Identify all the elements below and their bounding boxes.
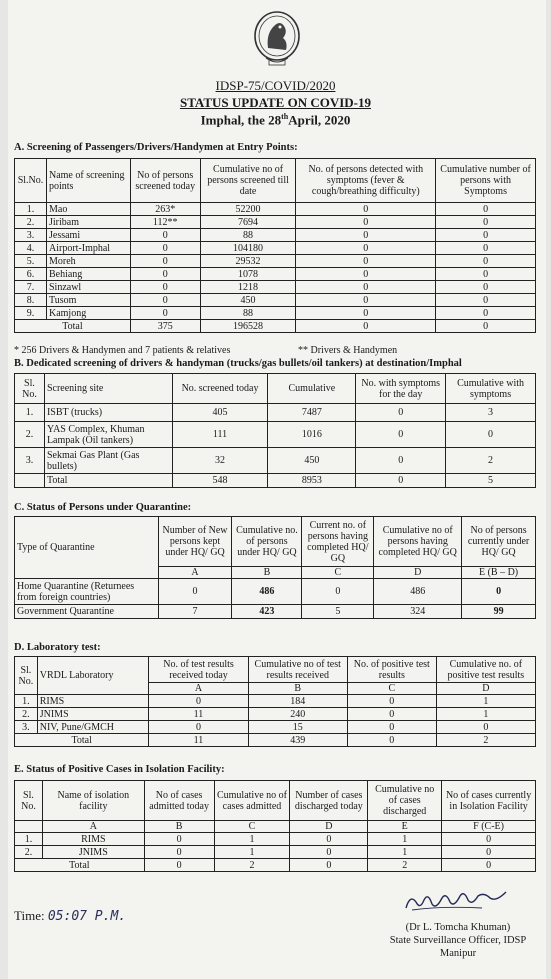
table-row: 4. Airport-Imphal 0 104180 0 0 xyxy=(15,242,536,255)
document-reference: IDSP-75/COVID/2020 xyxy=(215,78,336,93)
signatory-place: Manipur xyxy=(439,948,477,959)
signatory-block xyxy=(368,921,548,960)
time-label: Time: xyxy=(14,908,45,923)
state-emblem-icon xyxy=(250,8,304,70)
table-row: 1. RIMS 0 1 0 1 0 xyxy=(15,833,536,846)
table-row: 3. Jessami 0 88 0 0 xyxy=(15,229,536,242)
table-row: 2. JNIMS 0 1 0 1 0 xyxy=(15,846,536,859)
table-row: 2. YAS Complex, Khuman Lampak (Oil tankers) 111 1016 0 0 xyxy=(15,422,536,448)
section-e-heading: E. Status of Positive Cases in Isolation Facility: xyxy=(14,764,225,775)
section-c-table xyxy=(14,516,536,619)
table-header-row: Type of Quarantine Number of New persons kept under HQ/ GQ Cumulative no. of persons under HQ/ GQ Current no. of persons having completed HQ/ GQ Cumulative no of persons having completed HQ/ GQ No of persons currently under HQ/ GQ xyxy=(15,517,536,567)
section-e-table xyxy=(14,780,536,872)
table-row: 8. Tusom 0 450 0 0 xyxy=(15,294,536,307)
signatory-title: State Surveillance Officer, IDSP xyxy=(389,935,527,946)
table-row: Home Quarantine (Returnees from foreign countries) 0 486 0 486 0 xyxy=(15,579,536,605)
table-row: 9. Kamjong 0 88 0 0 xyxy=(15,307,536,320)
table-row: 7. Sinzawl 0 1218 0 0 xyxy=(15,281,536,294)
table-row: 1. Mao 263* 52200 0 0 xyxy=(15,203,536,216)
report-time xyxy=(14,908,126,924)
section-b-table xyxy=(14,373,536,488)
footnote-jiribam: ** Drivers & Handymen xyxy=(298,345,398,356)
table-letter-row: A B C D E F (C-E) xyxy=(15,821,536,833)
section-a-table xyxy=(14,158,536,333)
table-row: 1. ISBT (trucks) 405 7487 0 3 xyxy=(15,404,536,422)
time-value: 05:07 P.M. xyxy=(47,909,127,924)
table-row: 2. JNIMS 11 240 0 1 xyxy=(15,708,536,721)
table-row: 2. Jiribam 112** 7694 0 0 xyxy=(15,216,536,229)
table-total-row: Total 548 8953 0 5 xyxy=(15,474,536,488)
table-row: 6. Behiang 0 1078 0 0 xyxy=(15,268,536,281)
signature-icon xyxy=(402,888,512,914)
table-row: 5. Moreh 0 29532 0 0 xyxy=(15,255,536,268)
table-letter-row: A B C D E (B – D) xyxy=(15,567,536,579)
table-row: 3. Sekmai Gas Plant (Gas bullets) 32 450 0 2 xyxy=(15,448,536,474)
document-date: Imphal, the 28thApril, 2020 xyxy=(200,112,351,128)
table-header-row: Sl. No. Screening site No. screened today Cumulative No. with symptoms for the day Cumulative with symptoms xyxy=(15,374,536,404)
footnote-mao: * 256 Drivers & Handymen and 7 patients & relatives xyxy=(14,345,231,356)
section-d-heading: D. Laboratory test: xyxy=(14,642,101,653)
section-b-heading: B. Dedicated screening of drivers & handyman (trucks/gas bullets/oil tankers) at destination/Imphal xyxy=(14,358,462,369)
table-row: Government Quarantine 7 423 5 324 99 xyxy=(15,605,536,619)
table-total-row: Total 0 2 0 2 0 xyxy=(15,859,536,872)
table-row: 1. RIMS 0 184 0 1 xyxy=(15,695,536,708)
table-letter-row: A B C D xyxy=(15,683,536,695)
section-c-heading: C. Status of Persons under Quarantine: xyxy=(14,502,192,513)
section-a-heading: A. Screening of Passengers/Drivers/Handymen at Entry Points: xyxy=(14,142,298,153)
table-total-row: Total 11 439 0 2 xyxy=(15,734,536,747)
signatory-name: (Dr L. Tomcha Khuman) xyxy=(405,922,511,933)
section-d-table xyxy=(14,656,536,747)
table-row: 3. NIV, Pune/GMCH 0 15 0 0 xyxy=(15,721,536,734)
table-header-row: Sl. No. Name of isolation facility No of cases admitted today Cumulative no of cases admitted Number of cases discharged today Cumulative no of cases discharged No of cases currently in Isolation Facility xyxy=(15,781,536,821)
table-header-row: Sl. No. VRDL Laboratory No. of test results received today Cumulative no of test results received No. of positive test results Cumulative no. of positive test results xyxy=(15,657,536,683)
document-title: STATUS UPDATE ON COVID-19 xyxy=(179,95,372,110)
table-total-row: Total 375 196528 0 0 xyxy=(15,320,536,333)
table-header-row: Sl.No. Name of screening points No of persons screened today Cumulative no of persons screened till date No. of persons detected with symptoms (fever & cough/breathing difficulty) Cumulative number of persons with Symptoms xyxy=(15,159,536,203)
